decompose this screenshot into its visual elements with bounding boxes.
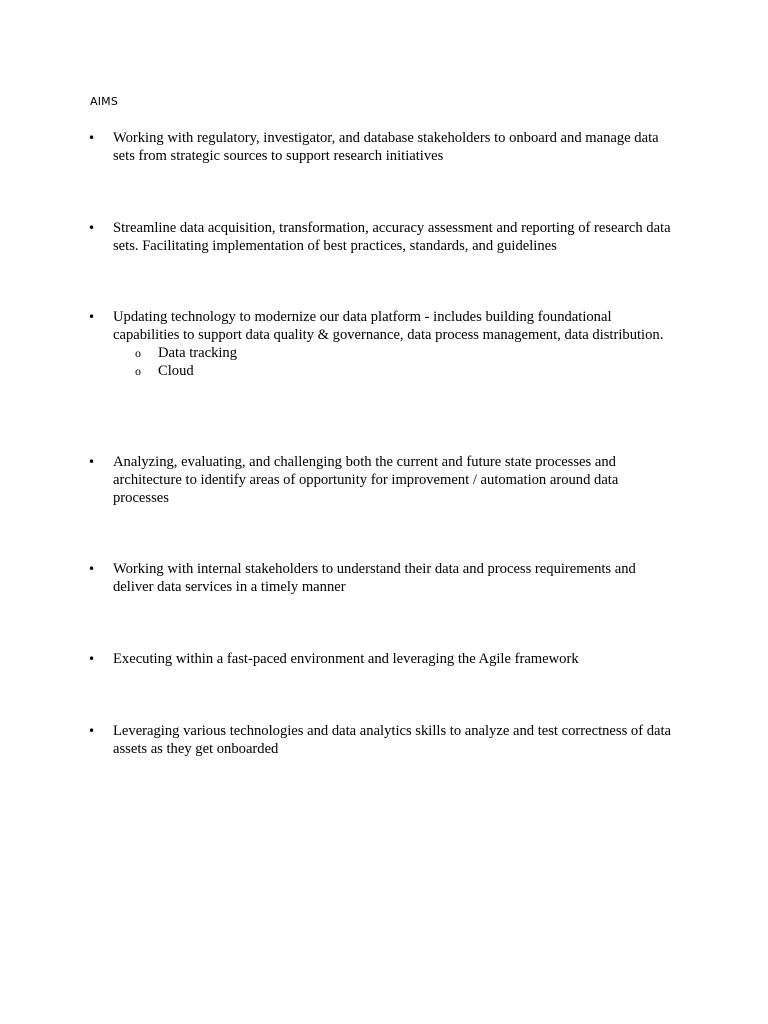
- sub-list-item-text: Cloud: [158, 363, 194, 379]
- list-item-text: Working with internal stakeholders to understand their data and process requirements and deliver data services in a timely manner: [113, 561, 636, 595]
- aims-list-item: [88, 722, 673, 758]
- bullet-marker: •: [88, 652, 96, 666]
- sub-list-item-text: Data tracking: [158, 345, 238, 361]
- bullet-marker: •: [88, 455, 96, 469]
- list-item-text: Streamline data acquisition, transformation, accuracy assessment and reporting of research data sets. Facilitating implementation of best practices, standards, and guidelines: [113, 220, 671, 254]
- list-item-text: Executing within a fast-paced environment and leveraging the Agile framework: [113, 651, 579, 667]
- aims-list-item: [88, 129, 673, 165]
- list-item-text: Working with regulatory, investigator, and database stakeholders to onboard and manage data sets from strategic sources to support research initiatives: [113, 130, 659, 164]
- sub-list-item: [113, 344, 673, 362]
- bullet-marker: •: [88, 562, 96, 576]
- list-item-text: Analyzing, evaluating, and challenging both the current and future state processes and architecture to identify areas of opportunity for improvement / automation around data processes: [113, 454, 619, 506]
- list-item-text: Leveraging various technologies and data analytics skills to analyze and test correctness of data assets as they get onboarded: [113, 723, 672, 757]
- aims-list-item: [88, 308, 673, 380]
- aims-list-item: [88, 560, 673, 596]
- aims-list-item: [88, 650, 673, 668]
- list-item-text: Updating technology to modernize our data platform - includes building foundational capabilities to support data quality & governance, data process management, data distribution.: [113, 309, 664, 343]
- aims-list-item: [88, 219, 673, 255]
- sub-bullet-marker: o: [135, 346, 141, 360]
- bullet-marker: •: [88, 310, 96, 324]
- bullet-marker: •: [88, 131, 96, 145]
- sub-bullet-marker: o: [135, 364, 141, 378]
- aims-list-item: [88, 453, 673, 507]
- sub-list-item: [113, 362, 673, 380]
- document-heading: AIMS: [90, 95, 119, 108]
- bullet-marker: •: [88, 221, 96, 235]
- bullet-marker: •: [88, 724, 96, 738]
